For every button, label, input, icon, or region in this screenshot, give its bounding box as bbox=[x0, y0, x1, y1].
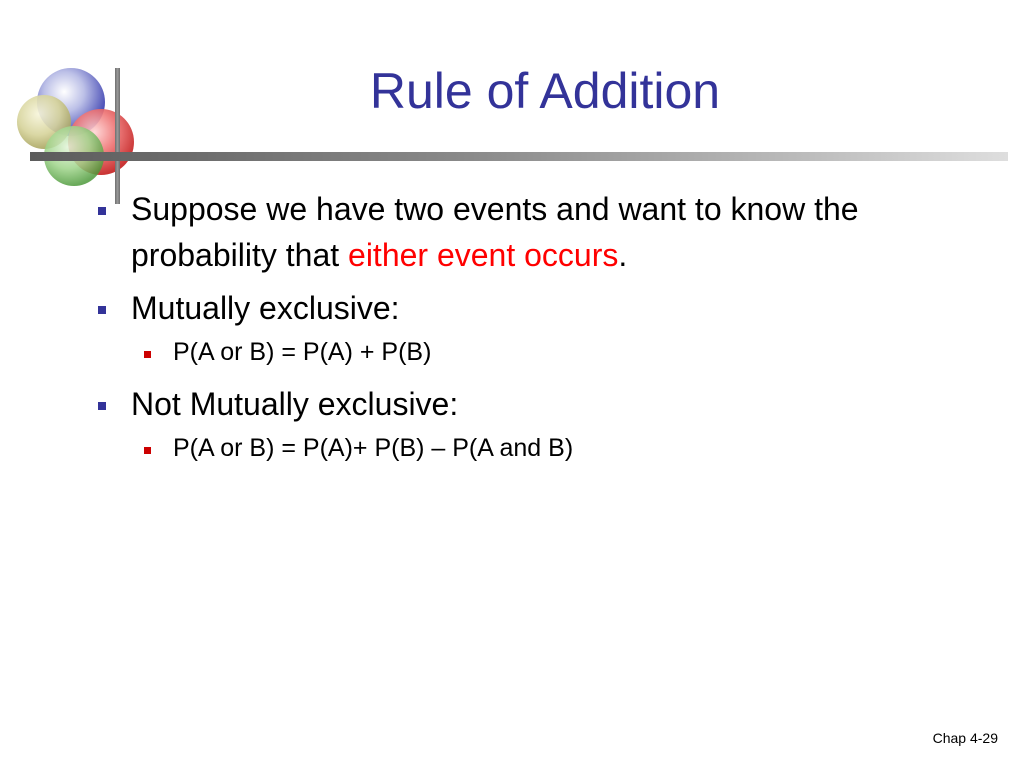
sub-bullet-item bbox=[96, 334, 996, 370]
square-bullet-icon bbox=[98, 207, 106, 215]
small-square-bullet-icon bbox=[144, 447, 151, 454]
vertical-divider bbox=[115, 68, 120, 204]
square-bullet-icon bbox=[98, 402, 106, 410]
bullet-item bbox=[96, 381, 996, 427]
square-bullet-icon bbox=[98, 306, 106, 314]
small-square-bullet-icon bbox=[144, 351, 151, 358]
formula-text: P(A or B) = P(A)+ P(B) – P(A and B) bbox=[173, 434, 574, 462]
bullet-text-end: . bbox=[618, 237, 628, 273]
slide-title: Rule of Addition bbox=[369, 63, 721, 119]
bullet-text: Not Mutually exclusive: bbox=[131, 386, 459, 422]
formula-text: P(A or B) = P(A) + P(B) bbox=[173, 338, 432, 366]
title-underline bbox=[30, 152, 1008, 161]
slide-number: Chap 4-29 bbox=[932, 730, 998, 746]
bullet-item bbox=[96, 186, 996, 278]
bullet-text: Mutually exclusive: bbox=[131, 290, 400, 326]
overlapping-circles-logo bbox=[14, 66, 140, 196]
bullet-item bbox=[96, 285, 996, 331]
bullet-list bbox=[96, 186, 996, 466]
bullet-text: Suppose we have two events and want to know the probability that bbox=[131, 191, 859, 273]
highlighted-text: either event occurs bbox=[348, 237, 619, 273]
sub-bullet-item bbox=[96, 430, 996, 466]
